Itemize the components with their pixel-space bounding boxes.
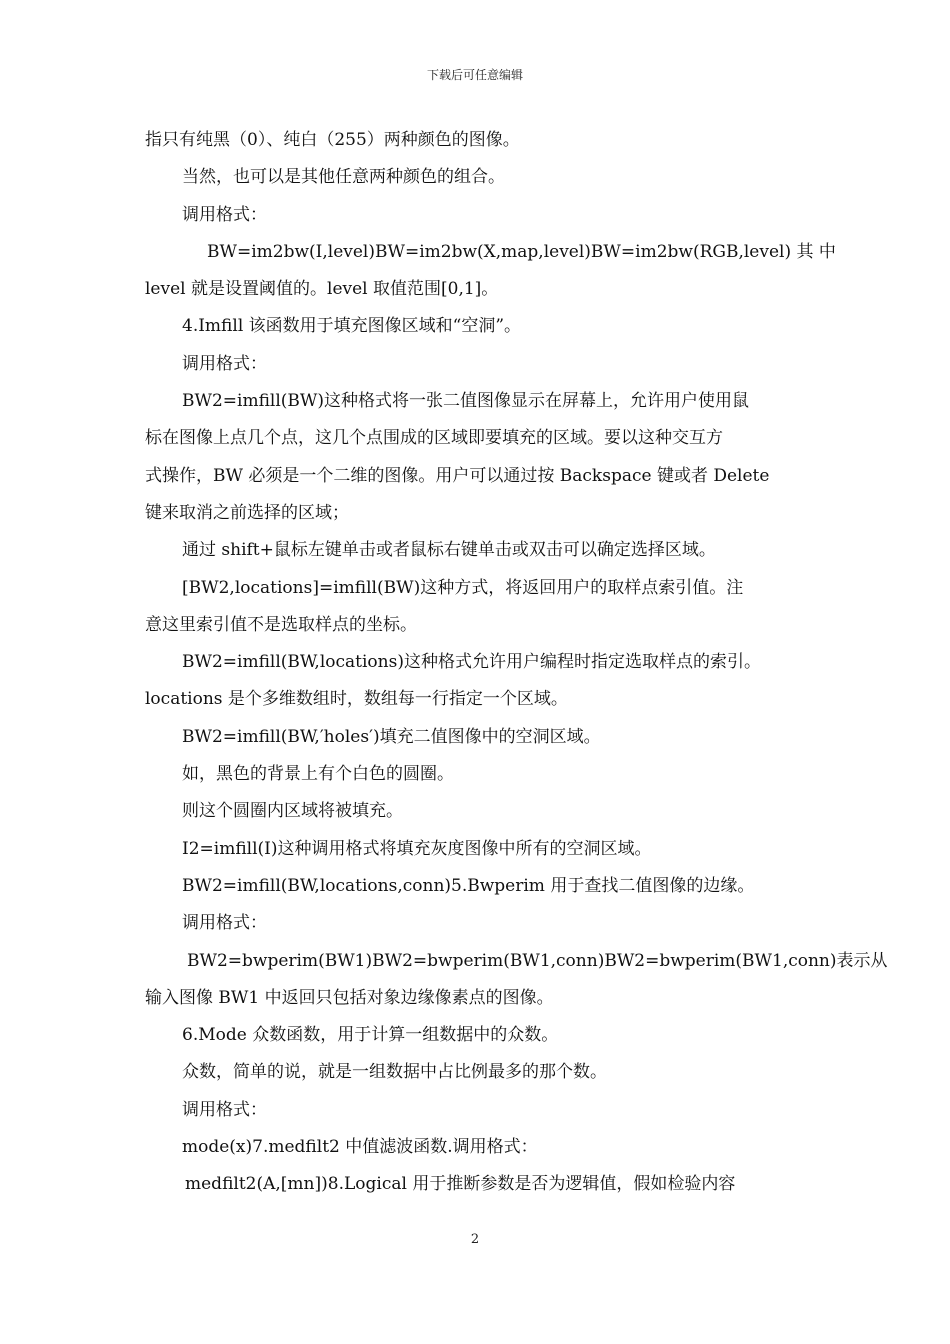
body-line: BW2=imfill(BW,′holes′)填充二值图像中的空洞区域。: [182, 726, 601, 747]
page-number: 2: [470, 1232, 480, 1247]
body-line: BW2=bwperim(BW1)BW2=bwperim(BW1,conn)BW2=bwperim(BW1,conn)表示从: [187, 950, 888, 971]
body-line: 如，黑色的背景上有个白色的圆圈。: [182, 764, 454, 785]
body-line: 众数，简单的说，就是一组数据中占比例最多的那个数。: [182, 1062, 607, 1083]
body-line: BW2=imfill(BW,locations,conn)5.Bwperim 用于查找二值图像的边缘。: [182, 875, 755, 896]
body-line: 6.Mode 众数函数，用于计算一组数据中的众数。: [182, 1025, 559, 1046]
body-line: 指只有纯黑（0）、纯白（255）两种颜色的图像。: [145, 130, 520, 150]
body-line: 式操作，BW 必须是一个二维的图像。用户可以通过按 Backspace 键或者 Delete: [145, 465, 770, 486]
body-line: locations 是个多维数组时，数组每一行指定一个区域。: [145, 689, 568, 710]
body-line: 调用格式：: [182, 353, 267, 374]
body-line: BW2=imfill(BW)这种格式将一张二值图像显示在屏幕上，允许用户使用鼠: [182, 391, 750, 412]
document-body: [145, 122, 888, 1204]
page-header: 下载后可任意编辑: [426, 68, 523, 82]
body-line: 调用格式：: [182, 913, 267, 934]
body-line: [BW2,locations]=imfill(BW)这种方式，将返回用户的取样点索引值。注: [182, 577, 744, 598]
body-line: 调用格式：: [182, 204, 267, 225]
body-line: 意这里索引值不是选取样点的坐标。: [145, 614, 417, 635]
body-line: 调用格式：: [182, 1099, 267, 1120]
body-line: 则这个圆圈内区域将被填充。: [182, 801, 403, 822]
body-line: mode(x)7.medfilt2 中值滤波函数.调用格式：: [182, 1137, 538, 1158]
body-line: 输入图像 BW1 中返回只包括对象边缘像素点的图像。: [145, 987, 554, 1008]
body-line: I2=imfill(I)这种调用格式将填充灰度图像中所有的空洞区域。: [182, 838, 652, 859]
body-line: 键来取消之前选择的区域；: [145, 502, 349, 523]
body-line: 4.Imfill 该函数用于填充图像区域和“空洞”。: [182, 316, 522, 337]
body-line: medfilt2(A,[mn])8.Logical 用于推断参数是否为逻辑值，假如检验内容: [185, 1174, 736, 1195]
body-line: BW=im2bw(I,level)BW=im2bw(X,map,level)BW=im2bw(RGB,level) 其 中: [207, 241, 836, 262]
body-line: 标在图像上点几个点，这几个点围成的区域即要填充的区域。要以这种交互方: [145, 428, 723, 449]
body-line: 当然，也可以是其他任意两种颜色的组合。: [182, 167, 505, 188]
body-line: BW2=imfill(BW,locations)这种格式允许用户编程时指定选取样点的索引。: [182, 652, 761, 673]
body-line: 通过 shift+鼠标左键单击或者鼠标右键单击或双击可以确定选择区域。: [182, 540, 716, 561]
body-line: level 就是设置阈值的。level 取值范围[0,1]。: [145, 279, 499, 300]
